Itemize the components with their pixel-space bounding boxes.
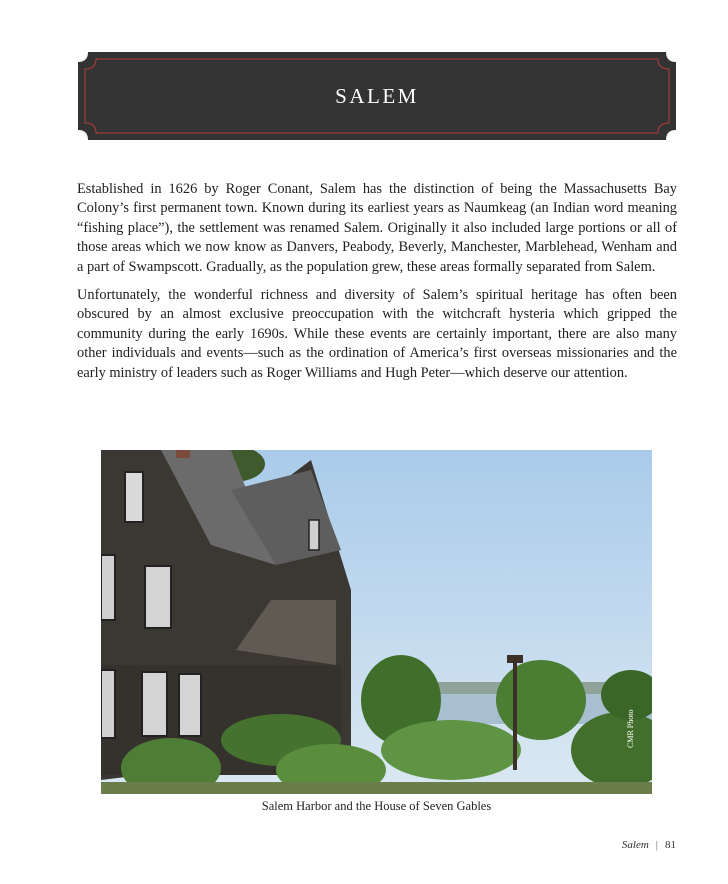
page-footer (622, 839, 676, 851)
body-text (77, 180, 677, 392)
chapter-title: SALEM (335, 83, 419, 108)
page-number: 81 (665, 839, 676, 851)
paragraph-2: Unfortunately, the wonderful richness and diversity of Salem’s spiritual heritage has often been obscured by an almost exclusive preoccupation with the witchcraft hysteria which gripped the community during the early 1690s. While these events are certainly important, there are also many other individuals and events—such as the ordination of America’s first overseas missionaries and the early ministry of leaders such as Roger Williams and Hugh Peter—which deserve our attention. (77, 287, 677, 381)
running-section: Salem (621, 839, 649, 851)
photo-caption: Salem Harbor and the House of Seven Gables (261, 799, 492, 813)
photo-credit: CMR Photo (626, 709, 635, 748)
house-of-seven-gables-photo (101, 450, 652, 794)
paragraph-1: Established in 1626 by Roger Conant, Salem has the distinction of being the Massachusetts Bay Colony’s first permanent town. Known during its earliest years as Naumkeag (an Indian word meaning “fishing place”), the settlement was renamed Salem. Originally it also included large portions or all of those areas which we now know as Danvers, Peabody, Beverly, Manchester, Marblehead, Wenham and a part of Swampscott. Gradually, as the population grew, these areas formally separated from Salem. (77, 181, 677, 275)
chapter-banner (78, 52, 676, 140)
footer-separator: | (655, 839, 658, 851)
